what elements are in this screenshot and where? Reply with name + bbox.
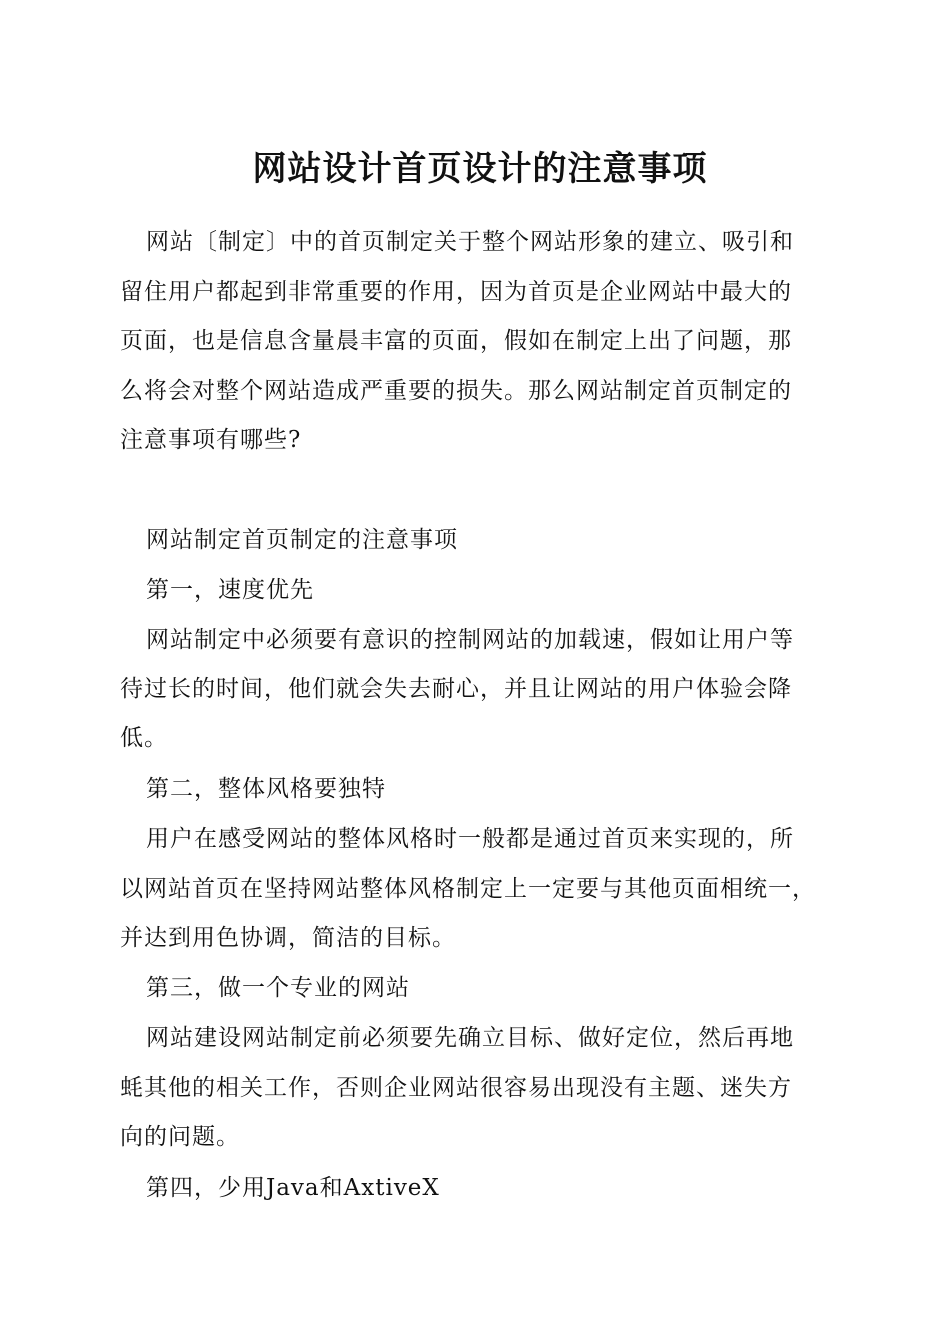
item-2-line-3: 并达到用色协调，简洁的目标。 <box>120 925 456 951</box>
item-2-line-1: 用户在感受网站的整体风格时一般都是通过首页来实现的，所 <box>146 826 794 852</box>
item-2-line-2: 以网站首页在坚持网站整体风格制定上一定要与其他页面相统一， <box>120 876 816 902</box>
intro-line-1: 网站〔制定〕中的首页制定关于整个网站形象的建立、吸引和 <box>146 229 794 255</box>
item-3-heading: 第三，做一个专业的网站 <box>146 975 410 1001</box>
item-1-line-3: 低。 <box>120 725 168 751</box>
item-3-line-1: 网站建设网站制定前必须要先确立目标、做好定位，然后再地 <box>146 1025 794 1051</box>
intro-line-2: 留住用户都起到非常重要的作用，因为首页是企业网站中最大的 <box>120 279 792 305</box>
intro-line-5: 注意事项有哪些? <box>120 427 302 453</box>
item-2-heading: 第二，整体风格要独特 <box>146 776 386 802</box>
item-1-line-2: 待过长的时间，他们就会失去耐心，并且让网站的用户体验会降 <box>120 676 792 702</box>
item-4-heading: 第四，少用Java和AxtiveX <box>146 1175 440 1201</box>
item-1-heading: 第一，速度优先 <box>146 577 314 603</box>
item-3-line-3: 向的问题。 <box>120 1124 240 1150</box>
section-heading: 网站制定首页制定的注意事项 <box>146 527 458 553</box>
item-1-line-1: 网站制定中必须要有意识的控制网站的加载速，假如让用户等 <box>146 627 794 653</box>
intro-line-4: 么将会对整个网站造成严重要的损失。那么网站制定首页制定的 <box>120 378 792 404</box>
page-title: 网站设计首页设计的注意事项 <box>252 149 708 189</box>
intro-line-3: 页面，也是信息含量晨丰富的页面，假如在制定上出了问题，那 <box>120 328 792 354</box>
item-3-line-2: 蚝其他的相关工作，否则企业网站很容易出现没有主题、迷失方 <box>120 1075 792 1101</box>
